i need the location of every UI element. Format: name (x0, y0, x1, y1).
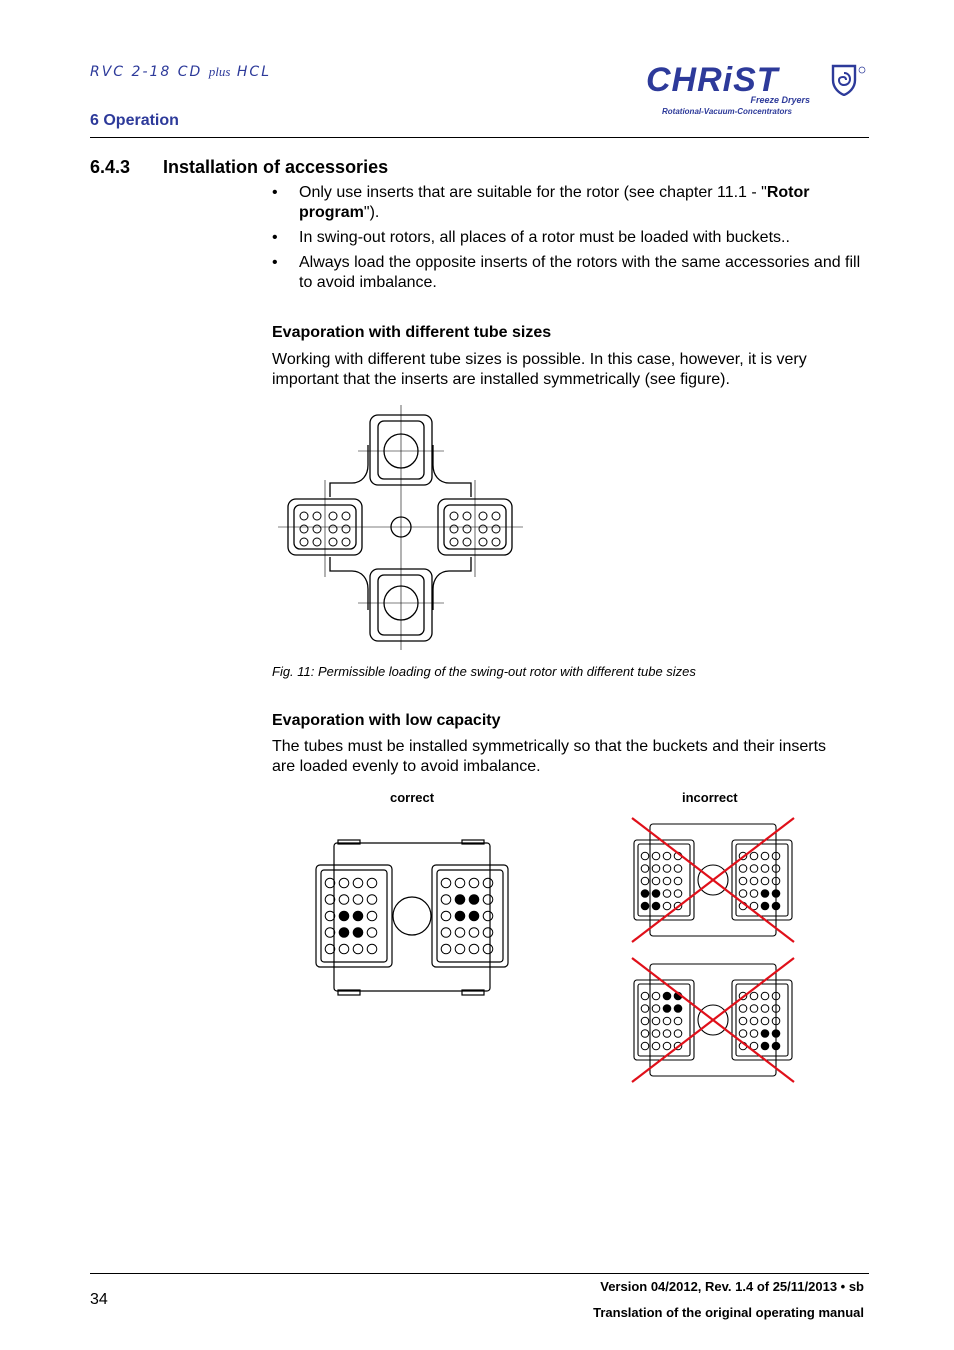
tube-empty (761, 877, 769, 885)
red-cross-icon (632, 818, 794, 942)
tube-empty (441, 911, 451, 921)
tube-empty (353, 895, 363, 905)
tube-empty (483, 911, 493, 921)
tube-empty (739, 1005, 747, 1013)
tube-empty (367, 878, 377, 888)
tube-empty (761, 992, 769, 1000)
tube-empty (663, 852, 671, 860)
tube-empty (739, 1030, 747, 1038)
tube-empty (641, 992, 649, 1000)
tube-empty (750, 877, 758, 885)
tube-empty (641, 1030, 649, 1038)
subheading-low-capacity: Evaporation with low capacity (272, 712, 501, 729)
tube-filled (663, 992, 671, 1000)
tube-filled (641, 902, 649, 910)
tube-filled (353, 911, 363, 921)
tube-filled (761, 1030, 769, 1038)
tube-empty (761, 852, 769, 860)
tube-empty (761, 1005, 769, 1013)
tube-empty (455, 928, 465, 938)
incorrect-loading-figure-2 (630, 956, 796, 1084)
tube-empty (750, 890, 758, 898)
tube-filled (455, 911, 465, 921)
tube-empty (663, 1042, 671, 1050)
tube-empty (441, 878, 451, 888)
tube-empty (663, 890, 671, 898)
tube-empty (469, 878, 479, 888)
tube-empty (441, 895, 451, 905)
tube-empty (367, 911, 377, 921)
tube-empty (761, 1017, 769, 1025)
footer-divider (90, 1273, 869, 1274)
tube-empty (339, 878, 349, 888)
tube-filled (339, 928, 349, 938)
tube-empty (641, 1005, 649, 1013)
tube-filled (674, 1005, 682, 1013)
incorrect-loading-figure-1 (630, 816, 796, 944)
tube-empty (641, 1042, 649, 1050)
logo-subtitle-rvc: Rotational-Vacuum-Concentrators (662, 107, 792, 116)
tube-empty (325, 911, 335, 921)
tube-empty (483, 878, 493, 888)
rotor-figure (278, 405, 523, 650)
red-cross-icon (632, 958, 794, 1082)
tube-grid-left (641, 852, 682, 910)
tube-empty (750, 1005, 758, 1013)
tube-grid-left (641, 992, 682, 1050)
tube-filled (652, 902, 660, 910)
paragraph-tube-sizes: Working with different tube sizes is possible. In this case, however, it is very important that the inserts are installed symmetrically (see figure). (272, 351, 807, 388)
tube-filled (455, 895, 465, 905)
tube-empty (750, 865, 758, 873)
tube-empty (469, 928, 479, 938)
tube-empty (761, 865, 769, 873)
instruction-list (272, 183, 872, 298)
label-incorrect: incorrect (682, 790, 738, 805)
tube-filled (761, 902, 769, 910)
tube-filled (353, 928, 363, 938)
list-item: • Only use inserts that are suitable for the rotor (see chapter 11.1 - "Rotor program"). (272, 184, 810, 221)
tube-empty (339, 895, 349, 905)
tube-empty (483, 895, 493, 905)
tube-empty (663, 902, 671, 910)
svg-text:CHRiST: CHRiST (646, 62, 779, 96)
tube-empty (641, 877, 649, 885)
tube-filled (772, 902, 780, 910)
tube-empty (652, 992, 660, 1000)
list-item: • Always load the opposite inserts of the rotors with the same accessories and fill to avoid imbalance. (272, 254, 861, 291)
tube-filled (469, 911, 479, 921)
header-divider (90, 137, 869, 138)
registered-mark-icon (858, 66, 866, 74)
tube-empty (441, 928, 451, 938)
list-item: • In swing-out rotors, all places of a rotor must be loaded with buckets.. (272, 229, 790, 246)
tube-filled (469, 895, 479, 905)
tube-empty (739, 865, 747, 873)
tube-filled (761, 890, 769, 898)
tube-empty (353, 944, 363, 954)
tube-filled (339, 911, 349, 921)
tube-empty (641, 865, 649, 873)
tube-empty (652, 852, 660, 860)
logo-wordmark (646, 62, 822, 96)
tube-empty (674, 877, 682, 885)
tube-empty (325, 928, 335, 938)
tube-empty (652, 877, 660, 885)
footer-translation: Translation of the original operating manual (593, 1305, 864, 1320)
tube-filled (652, 890, 660, 898)
tube-empty (674, 1017, 682, 1025)
tube-grid-right (739, 992, 780, 1050)
tube-empty (750, 1017, 758, 1025)
tube-empty (455, 944, 465, 954)
tube-empty (739, 1017, 747, 1025)
tube-empty (469, 944, 479, 954)
tube-empty (652, 1030, 660, 1038)
tube-empty (325, 878, 335, 888)
tube-empty (663, 877, 671, 885)
section-heading: 6.4.3 Installation of accessories (90, 157, 389, 177)
tube-empty (339, 944, 349, 954)
tube-empty (674, 865, 682, 873)
tube-empty (483, 928, 493, 938)
section-title: 6 Operation (90, 112, 179, 129)
tube-empty (641, 852, 649, 860)
tube-empty (750, 1030, 758, 1038)
tube-empty (455, 878, 465, 888)
tube-empty (663, 1017, 671, 1025)
correct-loading-figure (312, 835, 512, 1000)
tube-empty (750, 992, 758, 1000)
tube-empty (652, 865, 660, 873)
tube-filled (772, 1042, 780, 1050)
tube-grid-right (441, 878, 493, 954)
tube-empty (674, 1030, 682, 1038)
page-number: 34 (90, 1291, 108, 1308)
tube-empty (674, 890, 682, 898)
tube-empty (652, 1017, 660, 1025)
tube-filled (663, 1005, 671, 1013)
subheading-tube-sizes: Evaporation with different tube sizes (272, 324, 552, 341)
tube-empty (353, 878, 363, 888)
tube-empty (663, 865, 671, 873)
tube-filled (772, 890, 780, 898)
tube-filled (641, 890, 649, 898)
logo-subtitle-freeze: Freeze Dryers (750, 95, 810, 105)
tube-empty (483, 944, 493, 954)
tube-empty (652, 1005, 660, 1013)
tube-empty (441, 944, 451, 954)
christ-swirl-emblem-icon (830, 64, 858, 96)
tube-empty (652, 1042, 660, 1050)
tube-empty (367, 895, 377, 905)
tube-empty (367, 944, 377, 954)
christ-logo (644, 62, 866, 118)
tube-empty (325, 895, 335, 905)
footer-version: Version 04/2012, Rev. 1.4 of 25/11/2013 • sb (600, 1279, 864, 1294)
tube-empty (663, 1030, 671, 1038)
tube-filled (772, 1030, 780, 1038)
tube-empty (750, 852, 758, 860)
tube-filled (761, 1042, 769, 1050)
tube-grid-left (325, 878, 377, 954)
tube-grid-right (739, 852, 780, 910)
tube-empty (367, 928, 377, 938)
tube-empty (641, 1017, 649, 1025)
product-name: RVC 2-18 CD plus HCL (90, 64, 271, 80)
tube-empty (739, 877, 747, 885)
figure-caption: Fig. 11: Permissible loading of the swing-out rotor with different tube sizes (272, 664, 696, 679)
label-correct: correct (390, 790, 435, 805)
tube-empty (739, 890, 747, 898)
tube-empty (325, 944, 335, 954)
paragraph-low-capacity: The tubes must be installed symmetrically so that the buckets and their inserts are loaded evenly to avoid imbalance. (272, 738, 827, 775)
